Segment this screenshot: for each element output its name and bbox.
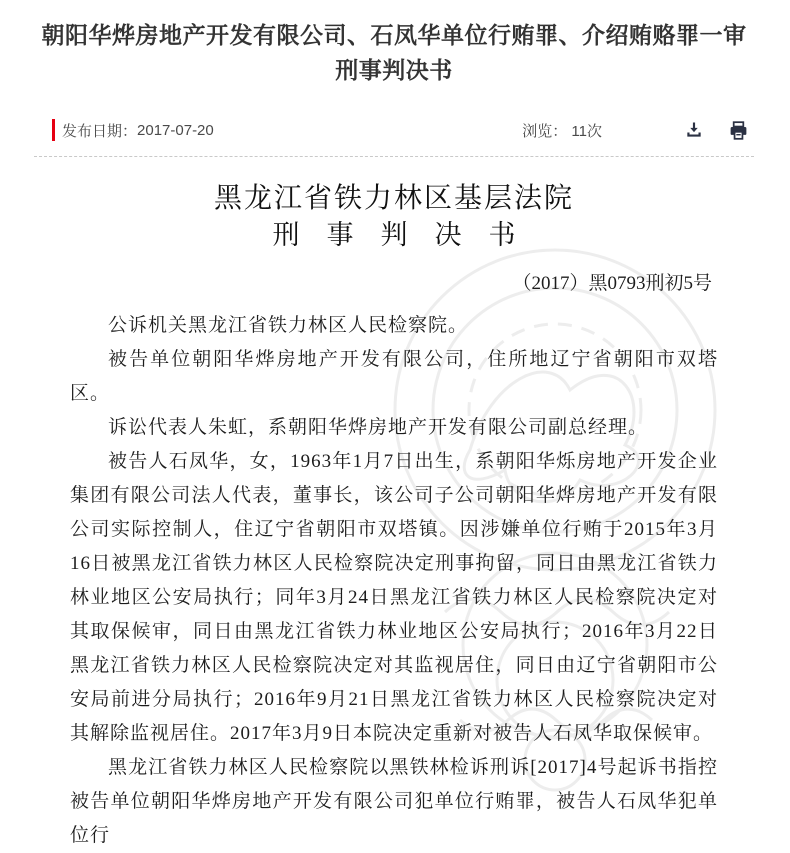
view-count-label: 浏览： [522, 122, 568, 140]
document-type: 刑 事 判 决 书 [272, 220, 516, 250]
meta-bar [34, 118, 754, 157]
publish-date-label: 发布日期： [62, 122, 138, 140]
judgment-page [0, 18, 788, 846]
page-title: 朝阳华烨房地产开发有限公司、石凤华单位行贿罪、介绍贿赂罪一审刑事判决书 [41, 22, 747, 83]
view-count [522, 120, 602, 141]
doc-paragraph: 黑龙江省铁力林区人民检察院以黑铁林检诉刑诉[2017]4号起诉书指控被告单位朝阳华烨房地产开发有限公司犯单位行贿罪，被告人石凤华犯单位行 [70, 757, 718, 846]
publish-date [52, 119, 522, 141]
publish-date-value: 2017-07-20 [137, 121, 214, 139]
download-icon [684, 120, 704, 140]
print-icon [728, 120, 749, 141]
court-name: 黑龙江省铁力林区基层法院 [213, 183, 574, 214]
view-count-value: 11次 [571, 122, 602, 140]
case-number: （2017）黑0793刑初5号 [512, 273, 712, 294]
print-button[interactable] [726, 118, 750, 142]
red-accent-bar [52, 119, 55, 141]
doc-paragraph: 被告单位朝阳华烨房地产开发有限公司，住所地辽宁省朝阳市双塔区。 [70, 349, 718, 404]
doc-paragraph: 诉讼代表人朱虹，系朝阳华烨房地产开发有限公司副总经理。 [108, 417, 649, 438]
download-button[interactable] [682, 118, 706, 142]
judgment-document [0, 181, 788, 853]
document-body [70, 309, 718, 853]
doc-paragraph: 公诉机关黑龙江省铁力林区人民检察院。 [108, 315, 469, 336]
doc-paragraph: 被告人石凤华，女，1963年1月7日出生，系朝阳华烁房地产开发企业集团有限公司法人代表，董事长，该公司子公司朝阳华烨房地产开发有限公司实际控制人，住辽宁省朝阳市双塔镇。因涉嫌单位行贿于2015年3月16日被黑龙江省铁力林区人民检察院决定刑事拘留，同日由黑龙江省铁力林业地区公安局执行；同年3月24日黑龙江省铁力林区人民检察院决定对其取保候审，同日由黑龙江省铁力林业地区公安局执行；2016年3月22日黑龙江省铁力林区人民检察院决定对其监视居住，同日由辽宁省朝阳市公安局前进分局执行；2016年9月21日黑龙江省铁力林区人民检察院决定对其解除监视居住。2017年3月9日本院决定重新对被告人石凤华取保候审。 [70, 451, 718, 744]
